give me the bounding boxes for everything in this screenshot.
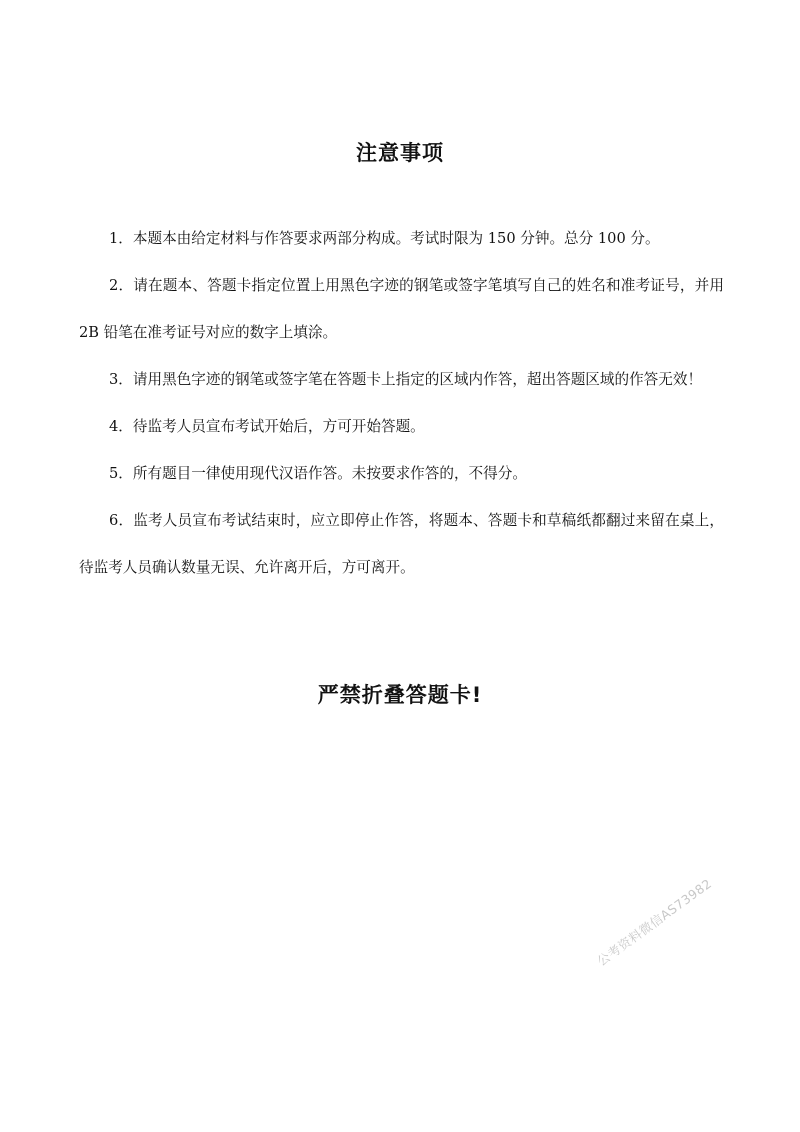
notice-item-1: 1．本题本由给定材料与作答要求两部分构成。考试时限为 150 分钟。总分 100 分。 xyxy=(109,230,660,247)
closing-warning: 严禁折叠答题卡! xyxy=(317,683,483,707)
notice-title: 注意事项 xyxy=(356,141,444,165)
notice-item-3: 3．请用黑色字迹的钢笔或签字笔在答题卡上指定的区域内作答，超出答题区域的作答无效！ xyxy=(109,371,703,388)
notice-item-4: 4．待监考人员宣布考试开始后，方可开始答题。 xyxy=(109,418,425,435)
notice-item-5: 5．所有题目一律使用现代汉语作答。未按要求作答的，不得分。 xyxy=(109,465,527,482)
notice-item-6: 6．监考人员宣布考试结束时，应立即停止作答，将题本、答题卡和草稿纸都翻过来留在桌上，待监考人员确认数量无误、允许离开后，方可离开。 xyxy=(79,512,724,576)
notice-item-2: 2．请在题本、答题卡指定位置上用黑色字迹的钢笔或签字笔填写自己的姓名和准考证号，并用 2B 铅笔在准考证号对应的数字上填涂。 xyxy=(79,277,724,341)
notice-list xyxy=(79,215,724,591)
watermark: 公考资料微信AS73982 xyxy=(594,875,715,969)
